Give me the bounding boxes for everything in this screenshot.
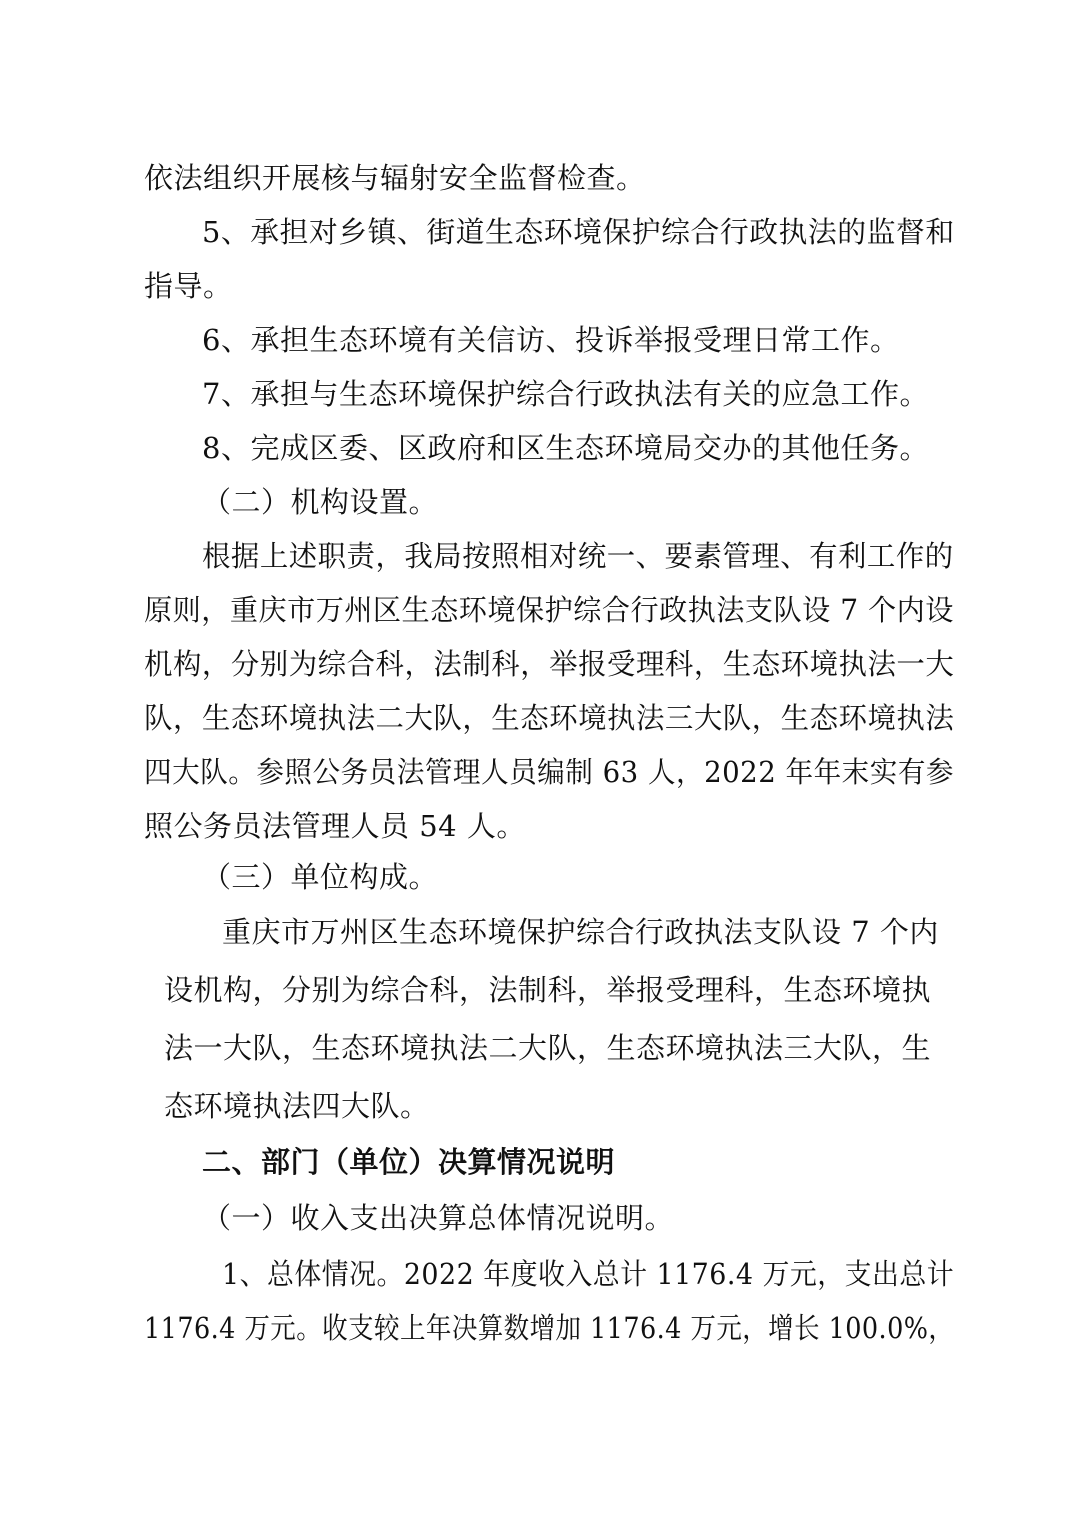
list-item: 8、完成区委、区政府和区生态环境局交办的其他任务。	[202, 431, 929, 465]
text-line: 根据上述职责，我局按照相对统一、要素管理、有利工作的	[202, 539, 954, 573]
list-item: 7、承担与生态环境保护综合行政执法有关的应急工作。	[202, 377, 929, 411]
text-line: 指导。	[144, 269, 233, 303]
chapter-heading: 二、部门（单位）决算情况说明	[202, 1145, 616, 1179]
text-line: 队，生态环境执法二大队，生态环境执法三大队，生态环境执法	[144, 701, 955, 735]
list-item: 5、承担对乡镇、街道生态环境保护综合行政执法的监督和	[202, 215, 955, 249]
text-line: 机构，分别为综合科，法制科，举报受理科，生态环境执法一大	[144, 647, 955, 681]
text-line: 照公务员法管理人员 54 人。	[144, 809, 526, 843]
section-heading: （二）机构设置。	[202, 485, 439, 519]
list-item: 1、总体情况。2022 年度收入总计 1176.4 万元，支出总计	[222, 1257, 955, 1291]
section-heading: （三）单位构成。	[202, 860, 439, 894]
list-item: 6、承担生态环境有关信访、投诉举报受理日常工作。	[202, 323, 900, 357]
section-heading: （一）收入支出决算总体情况说明。	[202, 1201, 675, 1235]
text-line: 态环境执法四大队。	[164, 1089, 430, 1123]
text-line: 依法组织开展核与辐射安全监督检查。	[144, 161, 646, 195]
text-line: 1176.4 万元。收支较上年决算数增加 1176.4 万元，增长 100.0%，	[144, 1311, 955, 1345]
text-line: 四大队。参照公务员法管理人员编制 63 人，2022 年年末实有参	[144, 755, 955, 789]
text-line: 原则，重庆市万州区生态环境保护综合行政执法支队设 7 个内设	[144, 593, 954, 627]
text-line: 设机构，分别为综合科，法制科，举报受理科，生态环境执	[164, 973, 932, 1007]
text-line: 重庆市万州区生态环境保护综合行政执法支队设 7 个内	[222, 915, 939, 949]
text-line: 法一大队，生态环境执法二大队，生态环境执法三大队，生	[164, 1031, 932, 1065]
